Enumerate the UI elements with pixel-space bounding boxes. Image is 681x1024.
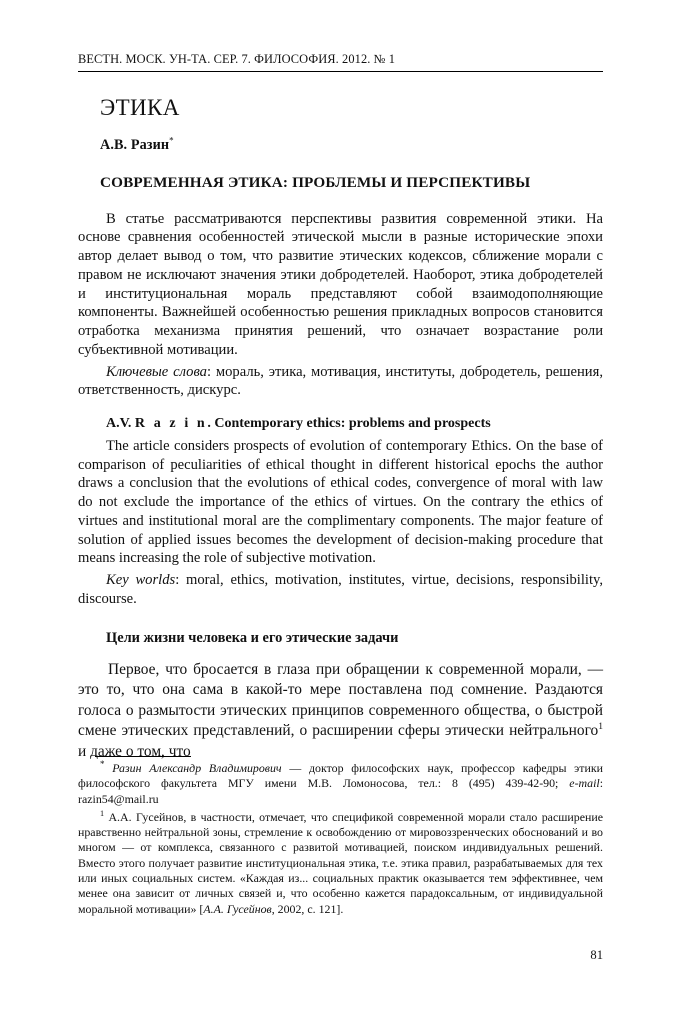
page-content [78,0,603,762]
english-title: . Contemporary ethics: problems and prospects [207,416,491,432]
body-text-part1: Первое, что бросается в глаза при обращении к современной морали, — это то, что она сама в какой-то мере поставлена под сомнение. Раздаются голоса о размытости этических принципов современного общества, о быстрой смене этических представлений, о расширении сферы этически нейтрального [78,660,603,740]
abstract-english: The article considers prospects of evolution of contemporary Ethics. On the base of comparison of peculiarities of ethical thought in different historical epochs the author draws a conclusion that the evolutions of ethical codes, convergence of moral with law do not exclude the importance of the ethics of virtues. On the contrary the ethics of virtues and institutional moral are the complimentary components. The major feature of solution of applied issues becomes the development of decision-making procedure that means increasing the role of subjective motivation. [78,437,603,567]
footnote-1-marker: 1 [100,808,105,818]
article-title: СОВРЕМЕННАЯ ЭТИКА: ПРОБЛЕМЫ И ПЕРСПЕКТИВЫ [100,174,531,192]
keywords-russian-text: : мораль, этика, мотивация, институты, добродетель, решения, ответственность, дискурс. [78,363,603,399]
section-heading: Цели жизни человека и его этические задачи [106,629,399,646]
footnote-area [78,756,603,917]
keywords-russian [78,363,603,401]
footnote-1-text-after: , 2002, с. 121]. [271,901,344,916]
keywords-english-text: : moral, ethics, motivation, institutes, virtue, decisions, responsibility, discourse. [78,572,604,607]
english-author-initials: A.V. [106,416,132,432]
keywords-english-label: Key worlds [106,572,176,589]
footnote-ref-1[interactable]: 1 [598,721,603,733]
running-head: ВЕСТН. МОСК. УН-ТА. СЕР. 7. ФИЛОСОФИЯ. 2012. № 1 [78,52,396,66]
abstract-russian: В статье рассматриваются перспективы развития современной этики. На основе сравнения особенностей этической мысли в разные исторические эпохи автор делает вывод о том, что развитие этических кодексов, сближение морали с правом не исключают значения этики добродетелей. Наоборот, этика добродетелей и институциональная мораль представляют собой взаимодополняющие компоненты. Важнейшей особенностью решения прикладных вопросов становится отработка механизма принятия решений, что означает возрастание роли субъективной мотивации. [78,210,603,358]
author-name: А.В. Разин [100,137,170,154]
footnote-star-text: — доктор философских наук, профессор кафедры этики философского факультета МГУ имени М.В. Ломоносова, тел.: 8 (495) 439-42-90; [78,761,603,791]
footnote-1-text-before: А.А. Гусейнов, в частности, отмечает, что спецификой современной морали стало расширение нравственно нейтральной зоны, стремление к освобождению от мировоззренческих обоснований и во многом — от комплекса, связанного с развитой мотивацией, поиском индивидуальных решений. Вместо этого получает развитие институциональная этика, т.е. этика правил, разрабатываемых для тех или иных социальных систем. «Каждая из... социальных практик оказывается тем эффективнее, чем менее она зависит от личных связей и, что особенно кажется парадоксальным, от индивидуальной моральной мотивации» [ [78,809,603,916]
body-text-part2: и даже о том, что [78,742,191,760]
keywords-english [78,571,603,609]
email-label: e-mail [569,776,600,791]
body-paragraph [78,660,603,762]
footnote-1 [78,810,603,917]
author-footnote-marker: * [169,135,174,146]
english-byline [106,416,603,433]
footnote-author-name: Разин Александр Владимирович [112,761,282,775]
footnote-separator-rule [95,756,191,757]
email-address: : razin54@mail.ru [78,776,603,806]
keywords-russian-label: Ключевые слова [106,363,207,380]
footnote-1-citation-name: А.А. Гусейнов [203,901,272,916]
footnote-star [78,761,603,807]
author-byline [100,137,603,154]
rubric-heading: ЭТИКА [100,95,180,120]
english-author-surname: R a z i n [134,416,208,432]
header-rule [78,71,603,72]
footnote-star-marker: * [100,759,105,770]
page-number: 81 [590,948,603,962]
